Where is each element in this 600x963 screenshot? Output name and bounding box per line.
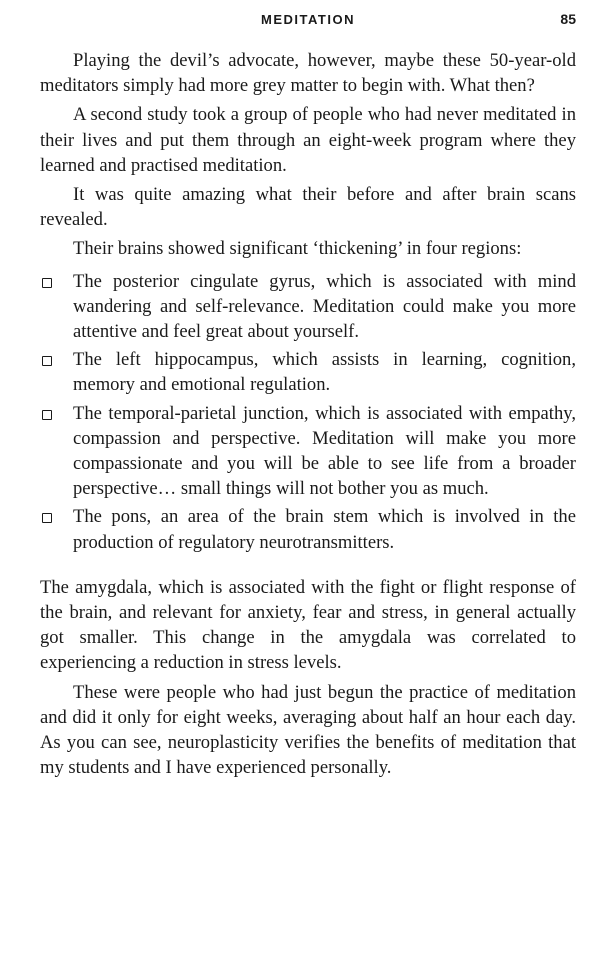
paragraph: A second study took a group of people who had never meditated in their lives and put them through an eight-week program where they learned and practised meditation.: [40, 104, 576, 176]
paragraph: Their brains showed significant ‘thickening’ in four regions:: [73, 238, 522, 260]
checkbox-bullet-icon: [42, 278, 52, 288]
list-item: [40, 269, 576, 345]
paragraph: Playing the devil’s advocate, however, maybe these 50-year-old meditators simply had more grey matter to begin with. What then?: [40, 50, 576, 97]
bullet-list: [40, 269, 576, 555]
body-text: [40, 48, 576, 780]
paragraph: The amygdala, which is associated with the fight or flight response of the brain, and relevant for anxiety, fear and stress, in general actually got smaller. This change in the amygdala was correlated to experiencing a reduction in stress levels.: [40, 576, 576, 674]
paragraph: These were people who had just begun the practice of meditation and did it only for eight weeks, averaging about half an hour each day. As you can see, neuroplasticity verifies the benefits of meditation that my students and I have experienced personally.: [40, 681, 576, 779]
running-head: [40, 12, 576, 38]
checkbox-bullet-icon: [42, 356, 52, 366]
list-item-text: The temporal-parietal junction, which is associated with empathy, compassion and perspective. Meditation will make you more compassionate and you will be able to see life from a broader perspective… small things will not bother you as much.: [73, 402, 576, 500]
chapter-title: MEDITATION: [261, 12, 355, 27]
checkbox-bullet-icon: [42, 513, 52, 523]
page-number: 85: [560, 11, 576, 27]
list-item-text: The posterior cingulate gyrus, which is associated with mind wandering and self-relevance. Meditation could make you more attentive and feel great about yourself.: [73, 270, 576, 343]
paragraph: It was quite amazing what their before and after brain scans revealed.: [40, 184, 576, 231]
list-item: [40, 401, 576, 502]
checkbox-bullet-icon: [42, 410, 52, 420]
list-item-text: The left hippocampus, which assists in learning, cognition, memory and emotional regulation.: [73, 349, 576, 396]
list-item-text: The pons, an area of the brain stem which is involved in the production of regulatory neurotransmitters.: [73, 506, 576, 553]
list-item: [40, 347, 576, 397]
list-item: [40, 504, 576, 554]
